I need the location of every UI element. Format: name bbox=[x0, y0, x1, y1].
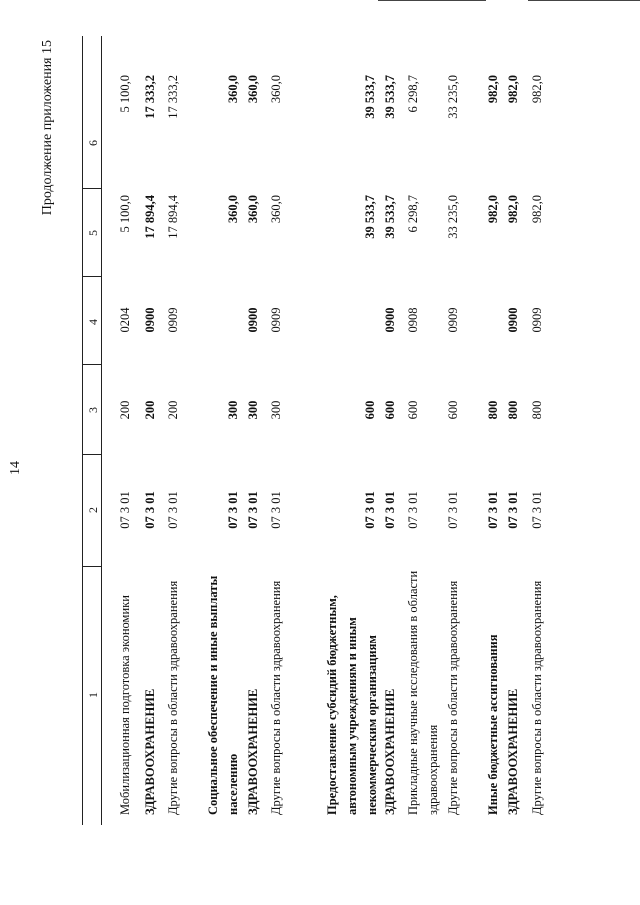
row-section: 0204 bbox=[118, 307, 132, 333]
row-value-5: 17 894,4 bbox=[166, 195, 180, 239]
row-target: 07 3 01 bbox=[166, 491, 180, 529]
row-section: 0900 bbox=[506, 307, 520, 333]
row-name: Другие вопросы в области здравоохранения bbox=[446, 580, 460, 815]
row-value-5: 6 298,7 bbox=[406, 195, 420, 233]
row-type: 800 bbox=[530, 400, 544, 420]
row-section: 0900 bbox=[143, 307, 157, 333]
row-type: 300 bbox=[226, 400, 240, 420]
row-target: 07 3 01 bbox=[446, 491, 460, 529]
row-value-5: 360,0 bbox=[246, 195, 260, 224]
row-name: ЗДРАВООХРАНЕНИЕ bbox=[143, 688, 157, 815]
row-type: 600 bbox=[363, 400, 377, 420]
continuation-title: Продолжение приложения 15 bbox=[40, 40, 55, 216]
row-type: 600 bbox=[406, 400, 420, 420]
row-value-6: 360,0 bbox=[226, 75, 240, 104]
row-type: 800 bbox=[506, 400, 520, 420]
row-name: Социальное обеспечение и иные выплаты населению bbox=[206, 575, 240, 815]
row-value-6: 17 333,2 bbox=[166, 75, 180, 119]
row-value-6: 33 235,0 bbox=[446, 75, 460, 119]
row-value-6: 982,0 bbox=[486, 75, 500, 104]
row-section: 0909 bbox=[269, 307, 283, 333]
row-type: 600 bbox=[383, 400, 397, 420]
col-divider bbox=[82, 566, 102, 567]
row-target: 07 3 01 bbox=[269, 491, 283, 529]
row-target: 07 3 01 bbox=[506, 491, 520, 529]
row-target: 07 3 01 bbox=[226, 491, 240, 529]
row-value-6: 982,0 bbox=[506, 75, 520, 104]
row-value-5: 33 235,0 bbox=[446, 195, 460, 239]
row-value-5: 982,0 bbox=[486, 195, 500, 224]
row-value-6: 360,0 bbox=[269, 75, 283, 104]
row-value-5: 39 533,7 bbox=[383, 195, 397, 239]
row-name: ЗДРАВООХРАНЕНИЕ bbox=[506, 688, 520, 815]
col-header: 1 bbox=[86, 692, 100, 698]
row-value-5: 982,0 bbox=[506, 195, 520, 224]
col-divider bbox=[82, 454, 102, 455]
row-name: Другие вопросы в области здравоохранения bbox=[530, 580, 544, 815]
row-target: 07 3 01 bbox=[143, 491, 157, 529]
row-section: 0909 bbox=[530, 307, 544, 333]
header-bottom-line bbox=[101, 36, 102, 825]
row-section: 0909 bbox=[446, 307, 460, 333]
col-header: 4 bbox=[86, 319, 100, 325]
row-type: 300 bbox=[269, 400, 283, 420]
col-header: 2 bbox=[86, 507, 100, 513]
row-value-5: 39 533,7 bbox=[363, 195, 377, 239]
row-value-6: 17 333,2 bbox=[143, 75, 157, 119]
col-header: 5 bbox=[86, 230, 100, 236]
row-name: Иные бюджетные ассигнования bbox=[486, 634, 500, 815]
row-value-6: 6 298,7 bbox=[406, 75, 420, 113]
row-target: 07 3 01 bbox=[246, 491, 260, 529]
row-section: 0900 bbox=[246, 307, 260, 333]
col-header: 6 bbox=[86, 140, 100, 146]
row-target: 07 3 01 bbox=[406, 491, 420, 529]
row-value-5: 982,0 bbox=[530, 195, 544, 224]
row-value-5: 360,0 bbox=[269, 195, 283, 224]
row-type: 200 bbox=[166, 400, 180, 420]
row-type: 800 bbox=[486, 400, 500, 420]
row-value-6: 360,0 bbox=[246, 75, 260, 104]
col-divider bbox=[82, 364, 102, 365]
row-name: ЗДРАВООХРАНЕНИЕ bbox=[246, 688, 260, 815]
col-divider bbox=[82, 188, 102, 189]
page-number: 14 bbox=[8, 461, 23, 475]
row-name: Другие вопросы в области здравоохранения bbox=[166, 580, 180, 815]
row-name: Предоставление субсидий бюджетным, автономным учреждениям и иным некоммерческим организациям bbox=[325, 595, 379, 815]
row-target: 07 3 01 bbox=[363, 491, 377, 529]
row-target: 07 3 01 bbox=[383, 491, 397, 529]
row-name: Мобилизационная подготовка экономики bbox=[118, 595, 132, 815]
row-value-5: 5 100,0 bbox=[118, 195, 132, 233]
row-value-6: 39 533,7 bbox=[383, 75, 397, 119]
row-section: 0909 bbox=[166, 307, 180, 333]
col-divider bbox=[82, 276, 102, 277]
row-name: ЗДРАВООХРАНЕНИЕ bbox=[383, 688, 397, 815]
row-type: 600 bbox=[446, 400, 460, 420]
table-top-line bbox=[82, 36, 83, 825]
row-type: 300 bbox=[246, 400, 260, 420]
col-header: 3 bbox=[86, 407, 100, 413]
row-section: 0908 bbox=[406, 307, 420, 333]
row-type: 200 bbox=[118, 400, 132, 420]
row-value-5: 360,0 bbox=[226, 195, 240, 224]
row-value-6: 5 100,0 bbox=[118, 75, 132, 113]
row-target: 07 3 01 bbox=[118, 491, 132, 529]
row-value-6: 39 533,7 bbox=[363, 75, 377, 119]
row-type: 200 bbox=[143, 400, 157, 420]
row-value-5: 17 894,4 bbox=[143, 195, 157, 239]
row-target: 07 3 01 bbox=[530, 491, 544, 529]
row-target: 07 3 01 bbox=[486, 491, 500, 529]
row-value-6: 982,0 bbox=[530, 75, 544, 104]
row-name: Другие вопросы в области здравоохранения bbox=[269, 580, 283, 815]
row-name: Прикладные научные исследования в области здравоохранения bbox=[406, 570, 440, 815]
row-section: 0900 bbox=[383, 307, 397, 333]
